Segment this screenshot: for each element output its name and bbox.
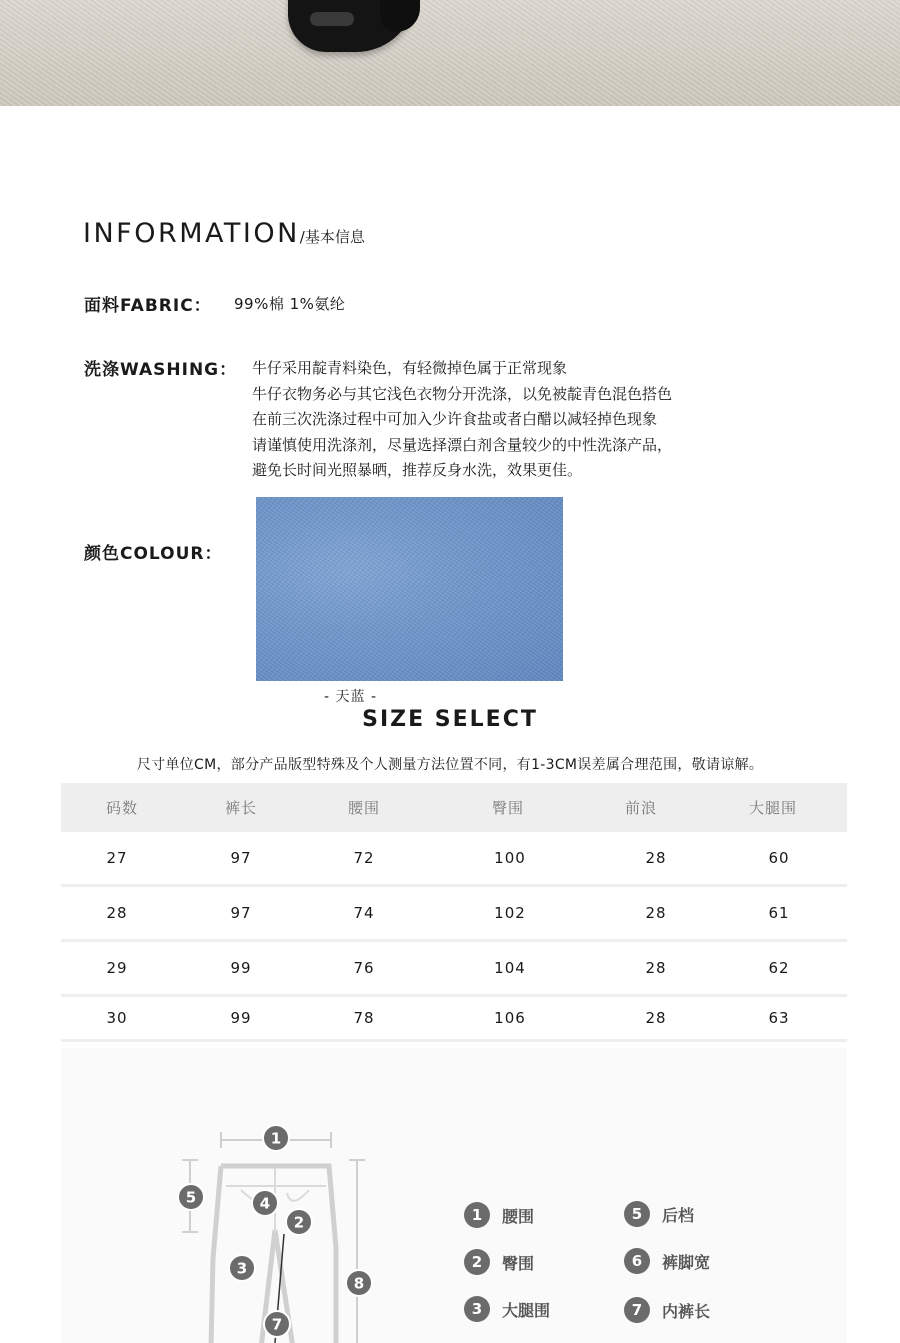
fabric-value: 99%棉 1%氨纶 [234, 295, 346, 313]
legend-text: 大腿围 [502, 1300, 551, 1320]
legend-item [624, 1297, 710, 1323]
table-cell: 28 [645, 1009, 667, 1027]
table-row [61, 997, 847, 1042]
header-cell: 裤长 [224, 799, 257, 817]
legend-num-icon: 7 [624, 1297, 650, 1323]
table-cell: 106 [494, 1009, 526, 1027]
legend-item [464, 1202, 534, 1228]
table-cell: 72 [353, 849, 375, 867]
table-cell: 97 [230, 904, 252, 922]
size-table-header [61, 783, 847, 832]
legend-item [624, 1248, 710, 1274]
table-cell: 99 [230, 959, 252, 977]
carpet-texture [0, 0, 900, 106]
size-title: SIZE SELECT [362, 707, 538, 732]
washing-label: 洗涤WASHING： [84, 360, 238, 380]
table-cell: 28 [106, 904, 128, 922]
marker-2-text: 2 [293, 1213, 305, 1232]
legend-item [464, 1296, 550, 1322]
table-cell: 30 [106, 1009, 128, 1027]
colour-swatch-name: - 天蓝 - [324, 689, 378, 705]
pants-diagram [61, 1048, 847, 1343]
marker-7-text: 7 [271, 1315, 283, 1334]
info-title-sub: /基本信息 [299, 228, 365, 246]
washing-line: 请谨慎使用洗涤剂，尽量选择漂白剂含量较少的中性洗涤产品， [252, 435, 673, 454]
legend-num-icon: 3 [464, 1296, 490, 1322]
legend-text: 内裤长 [662, 1301, 711, 1321]
size-note: 尺寸单位CM，部分产品版型特殊及个人测量方法位置不同，有1-3CM误差属合理范围，敬请谅解。 [136, 757, 764, 773]
table-row [61, 832, 847, 887]
header-cell: 前浪 [624, 799, 657, 817]
washing-line: 牛仔采用靛青料染色，有轻微掉色属于正常现象 [252, 359, 568, 377]
measurement-diagram [61, 1048, 847, 1343]
table-row [61, 887, 847, 942]
legend-num-icon: 5 [624, 1201, 650, 1227]
table-cell: 61 [768, 904, 790, 922]
table-row [61, 942, 847, 997]
shoe-shine [310, 12, 354, 26]
info-title [83, 218, 365, 249]
washing-instructions [252, 356, 672, 484]
header-cell: 腰围 [347, 799, 380, 817]
header-cell: 臀围 [491, 799, 524, 817]
marker-1-text: 1 [270, 1129, 282, 1148]
legend-text: 裤脚宽 [662, 1252, 711, 1272]
table-cell: 99 [230, 1009, 252, 1027]
legend-text: 臀围 [502, 1253, 535, 1273]
size-table [61, 783, 847, 1042]
legend-num-icon: 1 [464, 1202, 490, 1228]
table-cell: 27 [106, 849, 128, 867]
fabric-label: 面料FABRIC： [84, 296, 212, 316]
washing-line: 避免长时间光照暴晒，推荐反身水洗，效果更佳。 [252, 461, 583, 479]
table-cell: 97 [230, 849, 252, 867]
marker-8-text: 8 [353, 1274, 365, 1293]
table-cell: 28 [645, 904, 667, 922]
info-title-main: INFORMATION [83, 218, 300, 249]
legend-text: 腰围 [502, 1206, 535, 1226]
legend-num-icon: 2 [464, 1249, 490, 1275]
marker-3-text: 3 [236, 1259, 248, 1278]
legend-num-icon: 6 [624, 1248, 650, 1274]
table-cell: 63 [768, 1009, 790, 1027]
table-cell: 102 [494, 904, 526, 922]
header-cell: 大腿围 [748, 799, 797, 817]
washing-line: 牛仔衣物务必与其它浅色衣物分开洗涤，以免被靛青色混色搭色 [252, 384, 673, 403]
marker-4-text: 4 [259, 1194, 271, 1213]
table-cell: 62 [768, 959, 790, 977]
legend-item [464, 1249, 534, 1275]
marker-5-text: 5 [185, 1188, 197, 1207]
colour-label: 颜色COLOUR： [84, 544, 223, 564]
table-cell: 78 [353, 1009, 375, 1027]
hero-image [0, 0, 900, 106]
legend-item [624, 1201, 694, 1227]
washing-line: 在前三次洗涤过程中可加入少许食盐或者白醋以减轻掉色现象 [252, 410, 658, 428]
table-cell: 76 [353, 959, 375, 977]
table-cell: 28 [645, 849, 667, 867]
table-cell: 100 [494, 849, 526, 867]
table-cell: 74 [353, 904, 375, 922]
legend-text: 后档 [662, 1205, 695, 1225]
table-cell: 28 [645, 959, 667, 977]
colour-swatch [256, 497, 563, 681]
table-cell: 29 [106, 959, 128, 977]
header-cell: 码数 [105, 799, 138, 817]
table-cell: 60 [768, 849, 790, 867]
table-cell: 104 [494, 959, 526, 977]
